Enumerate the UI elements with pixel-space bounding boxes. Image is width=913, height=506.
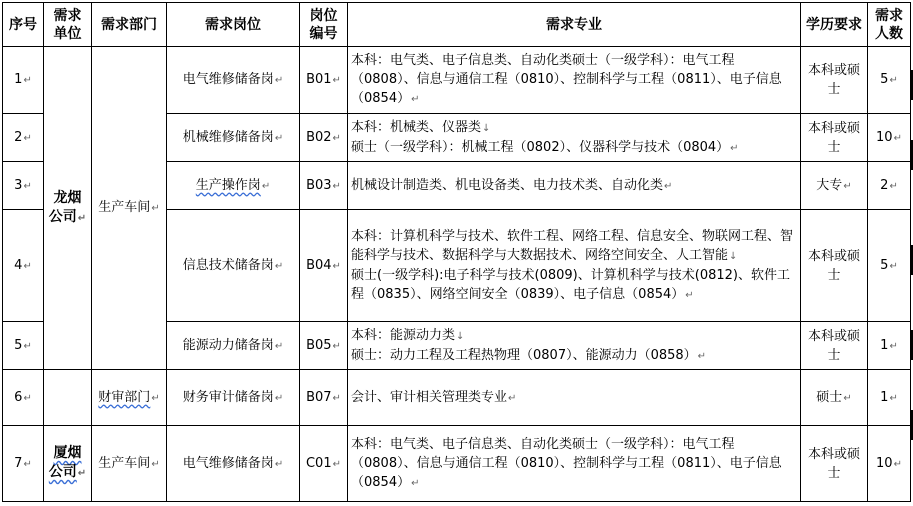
education-cell: 硕士↵ [801,370,868,426]
count-cell: 10↵ [868,114,911,162]
major-cell: 本科：能源动力类↓ 硕士：动力工程及工程热物理（0807）、能源动力（0858）↵ [348,322,801,370]
post-cell: 生产操作岗↵ [167,162,300,210]
major-cell: 本科：电气类、电子信息类、自动化类硕士（一级学科）：电气工程（0808）、信息与通信工程（0810）、控制科学与工程（0811）、电子信息（0854）↵ [348,426,801,502]
unit-cell: 厦烟公司↵ [44,426,92,502]
header-post: 需求岗位 [167,3,300,47]
post-cell: 电气维修储备岗↵ [167,47,300,114]
header-row [3,3,911,47]
major-cell: 机械设计制造类、机电设备类、电力技术类、自动化类↵ [348,162,801,210]
code-cell: B03↵ [300,162,348,210]
row-no: 2↵ [3,114,44,162]
count-cell: 5↵ [868,47,911,114]
table-row [3,47,911,114]
header-major: 需求专业 [348,3,801,47]
post-cell: 电气维修储备岗↵ [167,426,300,502]
major-cell: 本科：电气类、电子信息类、自动化类硕士（一级学科）：电气工程（0808）、信息与通信工程（0810）、控制科学与工程（0811）、电子信息（0854）↵ [348,47,801,114]
header-code: 岗位编号 [300,3,348,47]
code-cell: B01↵ [300,47,348,114]
row-no: 6↵ [3,370,44,426]
post-cell: 机械维修储备岗↵ [167,114,300,162]
header-education: 学历要求 [801,3,868,47]
count-cell: 5↵ [868,210,911,322]
education-cell: 本科或硕士 [801,322,868,370]
code-cell: B07↵ [300,370,348,426]
count-cell: 2↵ [868,162,911,210]
header-department: 需求部门 [92,3,167,47]
post-cell: 财务审计储备岗↵ [167,370,300,426]
post-cell: 能源动力储备岗↵ [167,322,300,370]
unit-cell: 龙烟公司↵ [44,47,92,370]
education-cell: 本科或硕士 [801,210,868,322]
count-cell: 10↵ [868,426,911,502]
education-cell: 本科或硕士 [801,114,868,162]
education-cell: 大专↵ [801,162,868,210]
row-no: 5↵ [3,322,44,370]
major-cell: 本科：计算机科学与技术、软件工程、网络工程、信息安全、物联网工程、智能科学与技术、数据科学与大数据技术、网络空间安全、人工智能↓ 硕士(一级学科):电子科学与技术(0809)、计算机科学与技术(0812)、软件工程（0835）、网络空间安全（0839）、电子信息（0854）↵ [348,210,801,322]
post-cell: 信息技术储备岗↵ [167,210,300,322]
row-no: 7↵ [3,426,44,502]
row-no: 1↵ [3,47,44,114]
education-cell: 本科或硕士 [801,426,868,502]
major-cell: 本科：机械类、仪器类↓ 硕士（一级学科）：机械工程（0802）、仪器科学与技术（0804）↵ [348,114,801,162]
code-cell: B04↵ [300,210,348,322]
count-cell: 1↵ [868,370,911,426]
department-cell: 生产车间↵ [92,426,167,502]
department-cell: 生产车间↵ [92,47,167,370]
header-unit: 需求单位 [44,3,92,47]
count-cell: 1↵ [868,322,911,370]
education-cell: 本科或硕士 [801,47,868,114]
recruitment-table [2,2,911,502]
table-row [3,426,911,502]
header-no: 序号 [3,3,44,47]
row-no: 3↵ [3,162,44,210]
header-count: 需求人数 [868,3,911,47]
row-no: 4↵ [3,210,44,322]
code-cell: B02↵ [300,114,348,162]
major-cell: 会计、审计相关管理类专业↵ [348,370,801,426]
code-cell: C01↵ [300,426,348,502]
department-cell: 财审部门↵ [92,370,167,426]
table-row [3,370,911,426]
unit-cell-empty [44,370,92,426]
code-cell: B05↵ [300,322,348,370]
